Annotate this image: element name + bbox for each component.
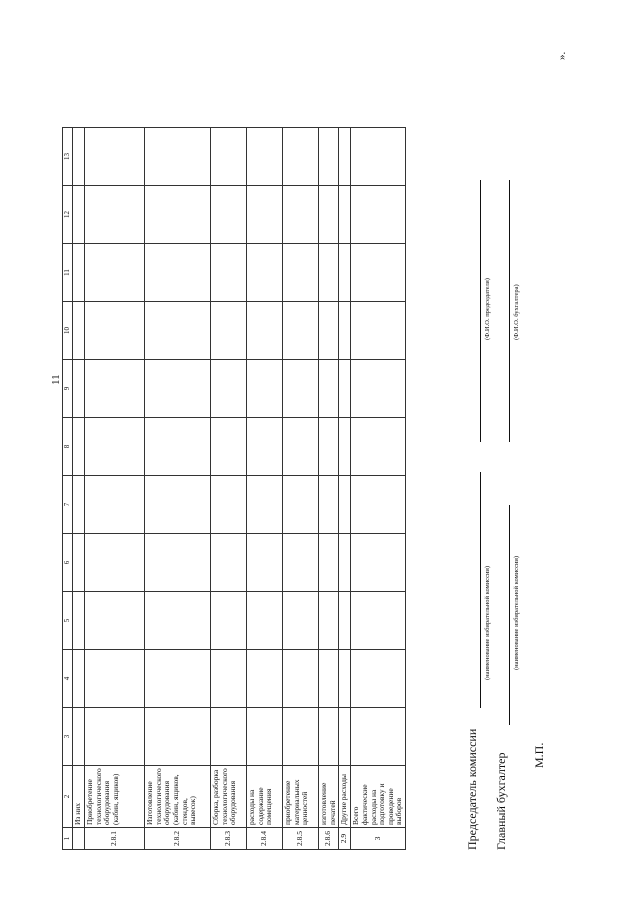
value-cell[interactable]: [351, 302, 406, 360]
value-cell[interactable]: [339, 302, 351, 360]
value-cell[interactable]: [319, 592, 339, 650]
value-cell[interactable]: [211, 128, 247, 186]
value-cell[interactable]: [73, 302, 85, 360]
table-row: [283, 128, 319, 850]
column-number: 13: [63, 128, 73, 186]
value-cell[interactable]: [73, 476, 85, 534]
page-number: 11: [50, 374, 62, 385]
accountant-name-line: [509, 180, 510, 442]
value-cell[interactable]: [145, 360, 211, 418]
row-number: 2.8.2: [145, 828, 211, 850]
row-number: 2.9: [339, 828, 351, 850]
value-cell[interactable]: [339, 592, 351, 650]
column-number: 7: [63, 476, 73, 534]
value-cell[interactable]: [247, 128, 283, 186]
column-number: 5: [63, 592, 73, 650]
value-cell[interactable]: [339, 534, 351, 592]
commission-line-1: [480, 472, 481, 708]
row-number: 2.8.3: [211, 828, 247, 850]
value-cell[interactable]: [85, 418, 145, 476]
value-cell[interactable]: [85, 244, 145, 302]
table-row: [339, 128, 351, 850]
value-cell[interactable]: [319, 360, 339, 418]
commission-line-2: [509, 505, 510, 725]
value-cell[interactable]: [319, 708, 339, 766]
row-number: 3: [351, 828, 406, 850]
value-cell[interactable]: [73, 360, 85, 418]
value-cell[interactable]: [247, 708, 283, 766]
table-row: [351, 128, 406, 850]
value-cell[interactable]: [73, 534, 85, 592]
column-number: 1: [63, 828, 73, 850]
row-label: изготовление печатей: [319, 766, 339, 828]
value-cell[interactable]: [351, 360, 406, 418]
row-number: 2.8.6: [319, 828, 339, 850]
value-cell[interactable]: [73, 708, 85, 766]
value-cell[interactable]: [211, 534, 247, 592]
row-label: Из них: [73, 766, 85, 828]
column-number: 10: [63, 302, 73, 360]
value-cell[interactable]: [283, 534, 319, 592]
value-cell[interactable]: [319, 244, 339, 302]
value-cell[interactable]: [351, 476, 406, 534]
value-cell[interactable]: [339, 650, 351, 708]
chairman-name-hint: (Ф.И.О. председателя): [484, 278, 491, 340]
column-number: 9: [63, 360, 73, 418]
value-cell[interactable]: [247, 244, 283, 302]
table-row: [247, 128, 283, 850]
value-cell[interactable]: [145, 244, 211, 302]
value-cell[interactable]: [211, 302, 247, 360]
value-cell[interactable]: [283, 186, 319, 244]
value-cell[interactable]: [319, 650, 339, 708]
chairman-label: Председатель комиссии: [465, 728, 479, 850]
value-cell[interactable]: [351, 128, 406, 186]
table-header-row: [63, 128, 73, 850]
value-cell[interactable]: [351, 244, 406, 302]
value-cell[interactable]: [211, 186, 247, 244]
value-cell[interactable]: [351, 186, 406, 244]
value-cell[interactable]: [85, 534, 145, 592]
value-cell[interactable]: [85, 650, 145, 708]
row-label: приобретение материальных ценностей: [283, 766, 319, 828]
value-cell[interactable]: [283, 708, 319, 766]
column-number: 2: [63, 766, 73, 828]
value-cell[interactable]: [73, 244, 85, 302]
value-cell[interactable]: [211, 418, 247, 476]
value-cell[interactable]: [283, 360, 319, 418]
stamp-label: М.П.: [532, 742, 546, 768]
row-number: 2.8.5: [283, 828, 319, 850]
value-cell[interactable]: [211, 708, 247, 766]
table-row: [73, 128, 85, 850]
rotated-form: [62, 40, 602, 850]
value-cell[interactable]: [247, 186, 283, 244]
column-number: 3: [63, 708, 73, 766]
value-cell[interactable]: [145, 534, 211, 592]
value-cell[interactable]: [283, 302, 319, 360]
value-cell[interactable]: [283, 244, 319, 302]
value-cell[interactable]: [247, 476, 283, 534]
value-cell[interactable]: [247, 650, 283, 708]
value-cell[interactable]: [351, 708, 406, 766]
value-cell[interactable]: [85, 360, 145, 418]
value-cell[interactable]: [319, 302, 339, 360]
value-cell[interactable]: [73, 418, 85, 476]
value-cell[interactable]: [85, 128, 145, 186]
value-cell[interactable]: [85, 186, 145, 244]
value-cell[interactable]: [145, 128, 211, 186]
column-number: 6: [63, 534, 73, 592]
value-cell[interactable]: [145, 708, 211, 766]
row-label: Другие расходы: [339, 766, 351, 828]
row-number: 2.8.1: [85, 828, 145, 850]
value-cell[interactable]: [73, 592, 85, 650]
value-cell[interactable]: [247, 360, 283, 418]
value-cell[interactable]: [319, 534, 339, 592]
value-cell[interactable]: [145, 302, 211, 360]
value-cell[interactable]: [283, 418, 319, 476]
value-cell[interactable]: [145, 418, 211, 476]
value-cell[interactable]: [351, 592, 406, 650]
accountant-label: Главный бухгалтер: [494, 752, 508, 850]
commission-hint-1: (наименование избирательной комиссии): [484, 565, 491, 680]
value-cell[interactable]: [339, 360, 351, 418]
value-cell[interactable]: [283, 650, 319, 708]
value-cell[interactable]: [85, 708, 145, 766]
value-cell[interactable]: [351, 650, 406, 708]
row-label: расходы на содержание помещения: [247, 766, 283, 828]
value-cell[interactable]: [73, 650, 85, 708]
value-cell[interactable]: [211, 650, 247, 708]
value-cell[interactable]: [247, 302, 283, 360]
value-cell[interactable]: [211, 244, 247, 302]
chairman-name-line: [480, 180, 481, 442]
value-cell[interactable]: [85, 592, 145, 650]
value-cell[interactable]: [247, 418, 283, 476]
value-cell[interactable]: [283, 476, 319, 534]
table-row: [85, 128, 145, 850]
row-label: Приобретение технологического оборудования (кабин, ящиков): [85, 766, 145, 828]
value-cell[interactable]: [339, 186, 351, 244]
value-cell[interactable]: [339, 476, 351, 534]
row-label: Сборка, разборка технологического оборудования: [211, 766, 247, 828]
value-cell[interactable]: [73, 128, 85, 186]
closing-quote: ».: [556, 51, 568, 60]
row-label: Всего фактические расходы на подготовку и проведение выборов: [351, 766, 406, 828]
value-cell[interactable]: [319, 418, 339, 476]
value-cell[interactable]: [85, 476, 145, 534]
table-row: [211, 128, 247, 850]
accountant-name-hint: (Ф.И.О. бухгалтера): [513, 284, 520, 340]
column-number: 8: [63, 418, 73, 476]
value-cell[interactable]: [283, 128, 319, 186]
value-cell[interactable]: [145, 186, 211, 244]
value-cell[interactable]: [319, 476, 339, 534]
value-cell[interactable]: [145, 650, 211, 708]
value-cell[interactable]: [351, 418, 406, 476]
commission-hint-2: (наименование избирательной комиссии): [513, 555, 520, 670]
column-number: 11: [63, 244, 73, 302]
expense-table: [62, 127, 406, 850]
value-cell[interactable]: [339, 418, 351, 476]
table-row: [145, 128, 211, 850]
value-cell[interactable]: [145, 592, 211, 650]
value-cell[interactable]: [73, 186, 85, 244]
value-cell[interactable]: [211, 592, 247, 650]
value-cell[interactable]: [247, 534, 283, 592]
value-cell[interactable]: [319, 186, 339, 244]
value-cell[interactable]: [339, 244, 351, 302]
value-cell[interactable]: [351, 534, 406, 592]
value-cell[interactable]: [339, 708, 351, 766]
value-cell[interactable]: [339, 128, 351, 186]
value-cell[interactable]: [211, 476, 247, 534]
value-cell[interactable]: [247, 592, 283, 650]
value-cell[interactable]: [319, 128, 339, 186]
row-number: 2.8.4: [247, 828, 283, 850]
value-cell[interactable]: [211, 360, 247, 418]
value-cell[interactable]: [283, 592, 319, 650]
table-row: [319, 128, 339, 850]
column-number: 12: [63, 186, 73, 244]
row-label: Изготовление технологического оборудования (кабин, ящиков, стендов, вывесок): [145, 766, 211, 828]
value-cell[interactable]: [85, 302, 145, 360]
value-cell[interactable]: [145, 476, 211, 534]
row-number: [73, 828, 85, 850]
column-number: 4: [63, 650, 73, 708]
